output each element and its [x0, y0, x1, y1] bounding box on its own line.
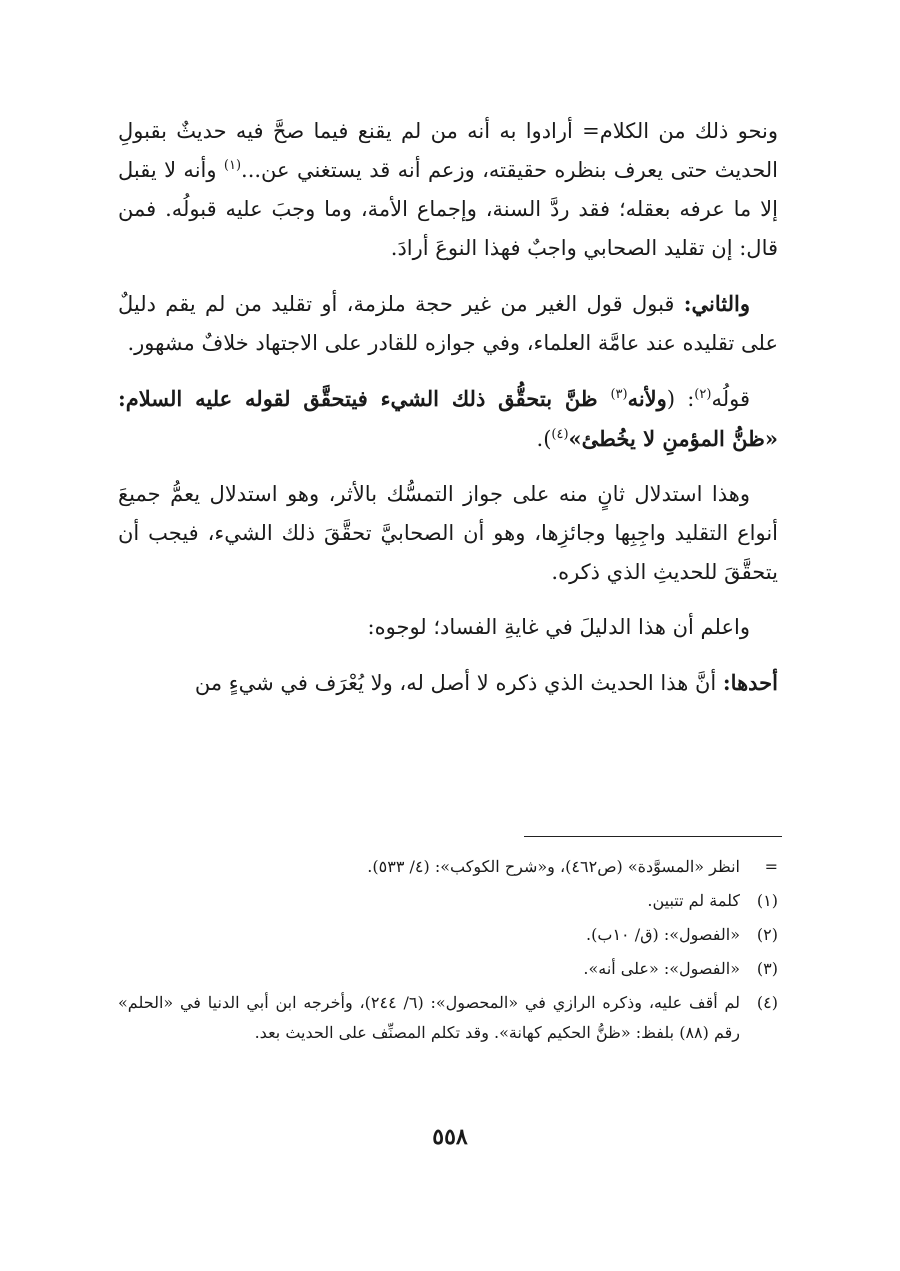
footnote-ref-2[interactable]: (٢): [694, 387, 712, 402]
paragraph-1-text-b: وأنه لا يقبل إلا ما عرفه بعقله؛ فقد ردَّ السنة، وإجماع الأمة، وما وجبَ عليه قبولُه. فمن قال: إن تقليد الصحابي واجبٌ فهذا النوعَ أرادَ.: [118, 158, 778, 260]
footnote-text: «الفصول»: «على أنه».: [583, 959, 740, 978]
footnote-3: [118, 954, 778, 984]
paragraph-1: [118, 112, 778, 268]
footnote-2: [118, 920, 778, 950]
footnote-ref-3[interactable]: (٣): [610, 387, 628, 402]
footnote-number: (٢): [756, 925, 778, 944]
paragraph-6-label: أحدها:: [722, 670, 778, 695]
footnote-divider: [524, 836, 782, 837]
paragraph-3-end: ).: [536, 427, 552, 451]
paragraph-3: [118, 379, 778, 459]
footnote-ref-4[interactable]: (٤): [551, 427, 569, 442]
footnote-text: انظر «المسوَّدة» (ص٤٦٢)، و«شرح الكوكب»: (٤/ ٥٣٣).: [367, 857, 740, 876]
footnote-text: كلمة لم تتبين.: [647, 891, 740, 910]
paragraph-2-label: والثاني:: [683, 291, 750, 316]
footnote-number: (٣): [756, 959, 778, 978]
footnote-1: [118, 886, 778, 916]
main-text: [118, 112, 778, 719]
footnote-continuation: [118, 852, 778, 882]
paragraph-3-quote-b: ظنَّ بتحقُّق ذلك الشيء فيتحقَّق لقوله عليه السلام: «ظنُّ المؤمنِ لا يخُطئ»: [118, 386, 778, 451]
footnotes: [118, 852, 778, 1052]
paragraph-3-quote-a: ولأنه: [627, 386, 667, 411]
footnote-text: لم أقف عليه، وذكره الرازي في «المحصول»: (٦/ ٢٤٤)، وأخرجه ابن أبي الدنيا في «الحلم» رقم (٨٨) بلفظ: «ظنُّ الحكيم كهانة». وقد تكلم المصنِّف على الحديث بعد.: [118, 993, 740, 1042]
footnote-number: (١): [756, 891, 778, 910]
page-number: ٥٥٨: [432, 1124, 468, 1150]
paragraph-5: واعلم أن هذا الدليلَ في غايةِ الفساد؛ لوجوه:: [367, 615, 750, 639]
paragraph-3-colon: : (: [666, 387, 695, 411]
footnote-number: (٤): [756, 993, 778, 1012]
paragraph-2: [118, 284, 778, 363]
footnote-4: [118, 988, 778, 1048]
footnote-number: =: [764, 857, 778, 876]
paragraph-4: وهذا استدلال ثانٍ منه على جواز التمسُّك بالأثر، وهو استدلال يعمُّ جميعَ أنواع التقليد واجِبِها وجائزِها، وهو أن الصحابيَّ تحقَّقَ ذلك الشيء، فيجب أن يتحقَّقَ للحديثِ الذي ذكره.: [118, 482, 778, 584]
paragraph-3-label: قولُه: [711, 387, 750, 411]
footnote-ref-1[interactable]: (١): [223, 158, 242, 173]
paragraph-2-text: قبول قول الغير من غير حجة ملزمة، أو تقليد من لم يقم دليلٌ على تقليده عند عامَّة العلماء، وفي جوازه للقادر على الاجتهاد خلافٌ مشهور.: [118, 292, 778, 355]
footnote-text: «الفصول»: (ق/ ١٠ب).: [586, 925, 740, 944]
paragraph-6-text: أنَّ هذا الحديث الذي ذكره لا أصل له، ولا يُعْرَف في شيءٍ من: [194, 671, 723, 695]
paragraph-6: [118, 663, 778, 703]
paragraph-1-text: ونحو ذلك من الكلام= أرادوا به أنه من لم يقنع فيما صحَّ فيه حديثٌ بقبولِ الحديث حتى يعرف بنظره حقيقته، وزعم أنه قد يستغني عن...: [118, 119, 778, 182]
